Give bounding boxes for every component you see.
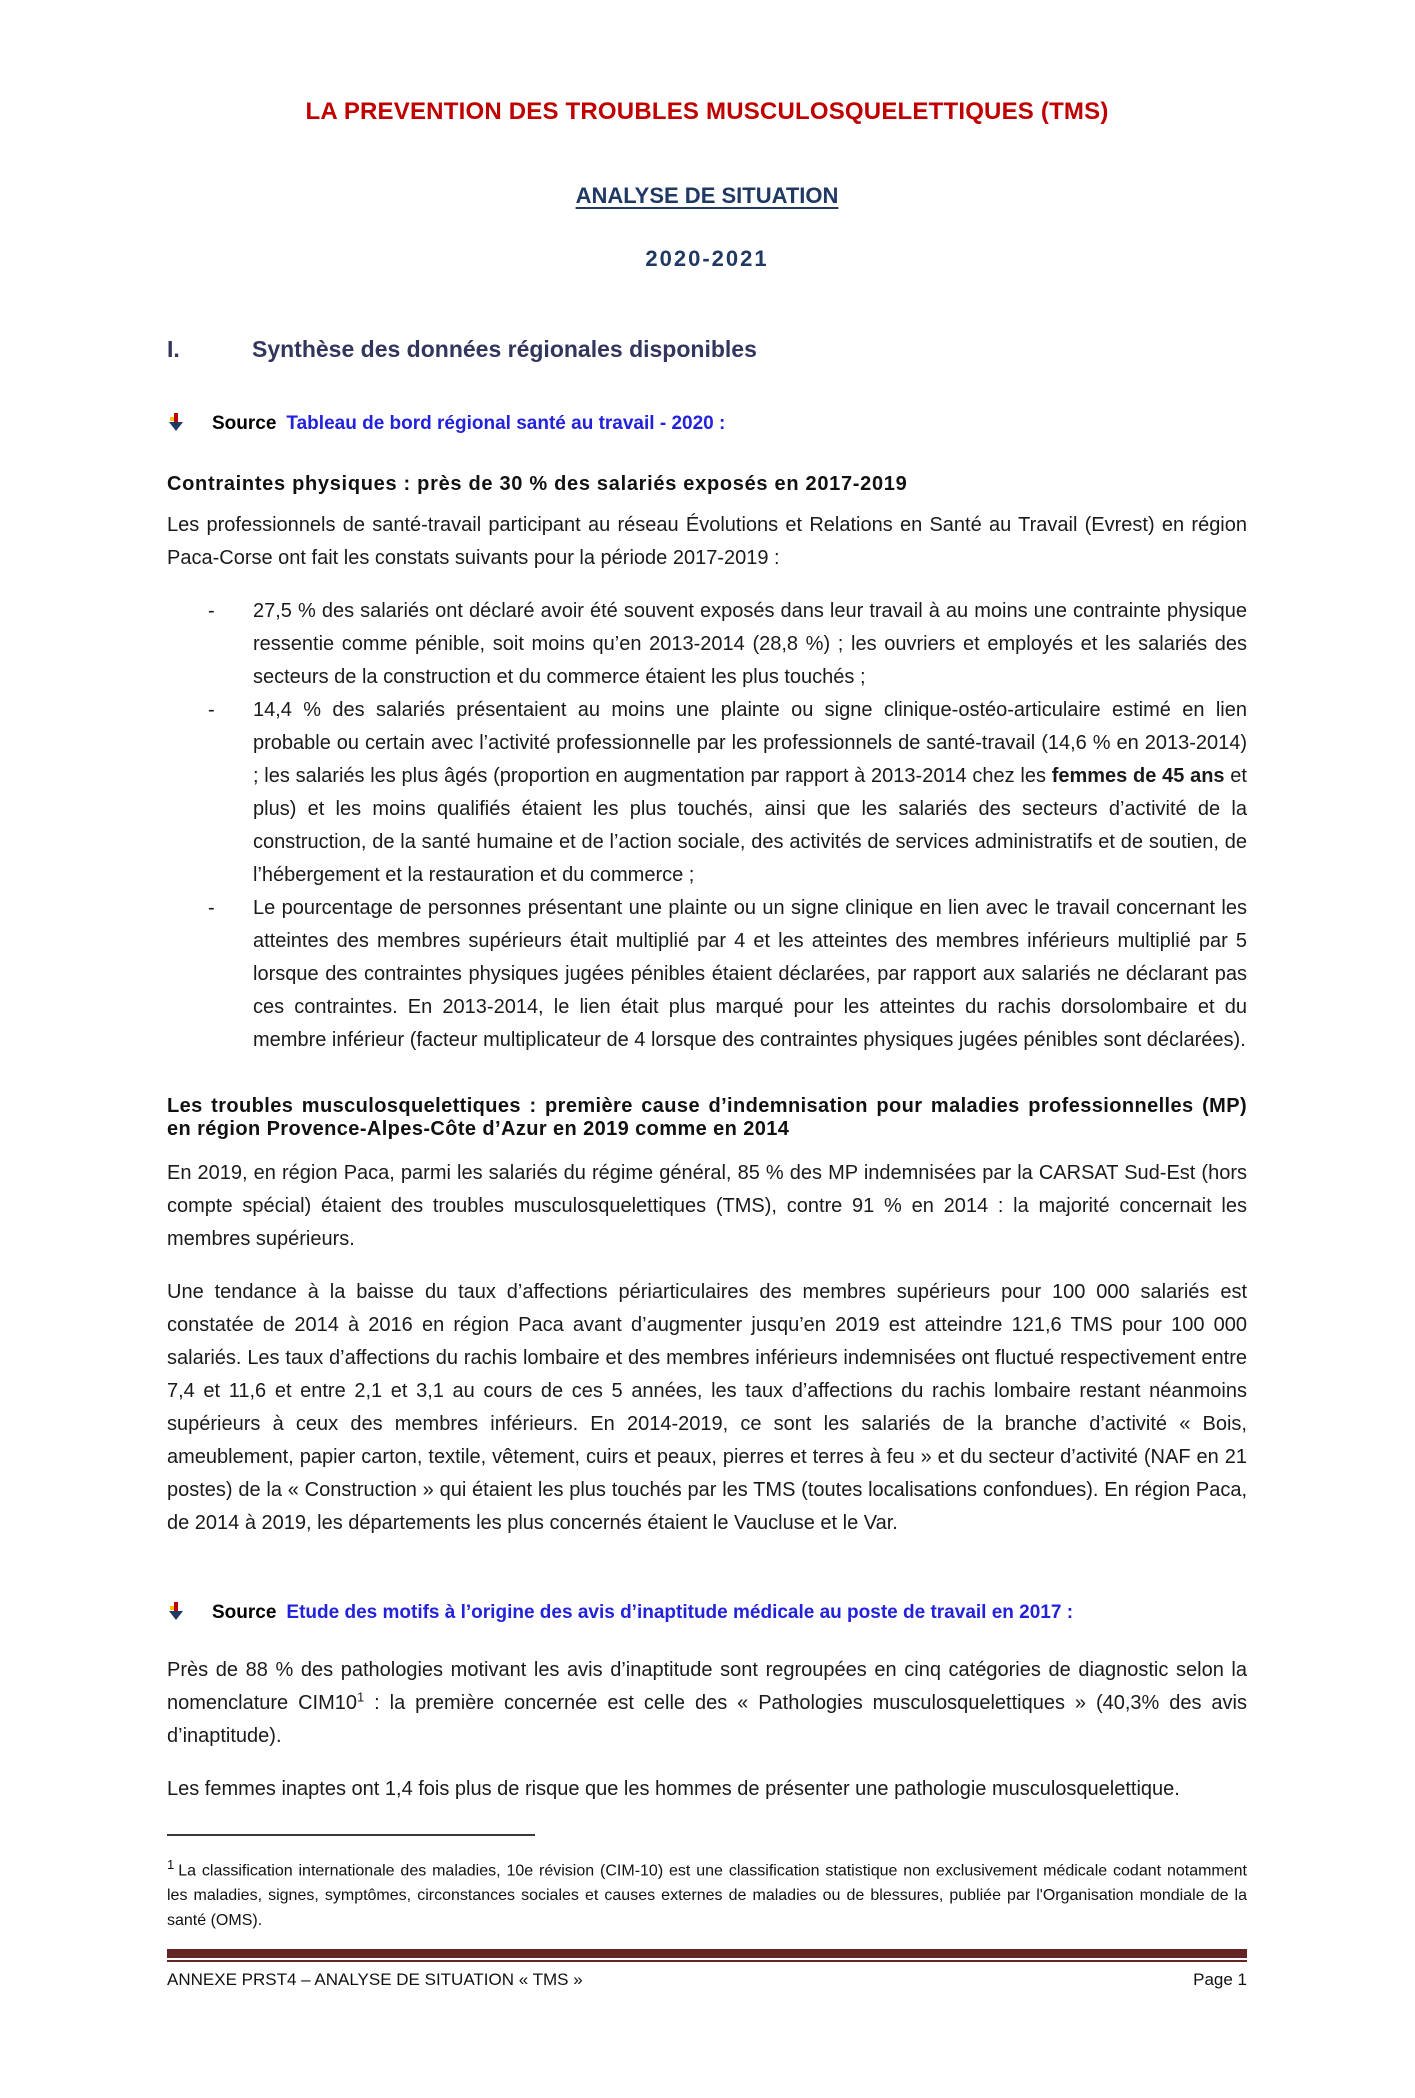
- list-item: [167, 892, 1247, 1057]
- section-title: Synthèse des données régionales disponibles: [252, 336, 757, 362]
- section-number: I.: [167, 336, 180, 362]
- page-footer: [167, 1970, 1247, 1990]
- paragraph-femmes-inaptes: Les femmes inaptes ont 1,4 fois plus de risque que les hommes de présenter une pathologie musculosquelettique.: [167, 1778, 1180, 1800]
- paragraph-inaptitude-part: Près de 88 % des pathologies motivant les avis d’inaptitude sont regroupées en cinq catégories de diagnostic selon la nomenclature CIM10: [167, 1659, 1247, 1714]
- paragraph-tendance-baisse: Une tendance à la baisse du taux d’affections périarticulaires des membres supérieurs pour 100 000 salariés est constatée de 2014 à 2016 en région Paca avant d’augmenter jusqu’en 2019 est atteindre 121,6 TMS pour 100 000 salariés. Les taux d’affections du rachis lombaire et des membres inférieurs indemnisées ont fluctué respectivement entre 7,4 et 11,6 et entre 2,1 et 3,1 au cours de ces 5 années, les taux d’affections du rachis lombaire restant néanmoins supérieurs à ceux des membres inférieurs. En 2014-2019, ce sont les salariés de la branche d’activité « Bois, ameublement, papier carton, textile, vêtement, cuirs et peaux, pierres et terres à feu » et du secteur d’activité (NAF en 21 postes) de la « Construction » qui étaient les plus touchés par les TMS (toutes localisations confondues). En région Paca, de 2014 à 2019, les départements les plus concernés étaient le Vaucluse et le Var.: [167, 1281, 1247, 1534]
- list-item: [167, 595, 1247, 694]
- list-item-text-part: et plus) et les moins qualifiés étaient les plus touchés, ainsi que les salariés des secteurs d’activité de la construction, de la santé humaine et de l’action sociale, des activités de services administratifs et de soutien, de l’hébergement et la restauration et du commerce ;: [253, 765, 1247, 886]
- footer-page-number: Page 1: [1193, 1970, 1247, 1990]
- source-label: Source: [212, 413, 277, 434]
- paragraph-inaptitude-part: : la première concernée est celle des « Pathologies musculosquelettiques » (40,3% des avis d’inaptitude).: [167, 1692, 1247, 1747]
- down-arrow-icon: [167, 412, 185, 438]
- list-item-text-bold: femmes de 45 ans: [1051, 765, 1225, 787]
- footer-rule: [167, 1949, 1247, 1962]
- page-content: [0, 98, 1415, 1806]
- footnote-body: La classification internationale des maladies, 10e révision (CIM-10) est une classification statistique non exclusivement médicale codant notamment les maladies, signes, symptômes, circonstances sociales et causes externes de maladies ou de blessures, publiée par l'Organisation mondiale de la santé (OMS).: [167, 1862, 1247, 1930]
- document-subtitle: ANALYSE DE SITUATION: [575, 183, 839, 208]
- footnote-separator: [167, 1834, 535, 1836]
- paragraph-intro-evrest: Les professionnels de santé-travail participant au réseau Évolutions et Relations en Santé au Travail (Evrest) en région Paca-Corse ont fait les constats suivants pour la période 2017-2019 :: [167, 514, 1247, 569]
- list-item-text: 27,5 % des salariés ont déclaré avoir été souvent exposés dans leur travail à au moins une contrainte physique ressentie comme pénible, soit moins qu’en 2013-2014 (28,8 %) ; les ouvriers et employés et les salariés des secteurs de la construction et du commerce étaient les plus touchés ;: [253, 600, 1247, 688]
- list-marker: -: [208, 897, 215, 919]
- list-marker: -: [208, 600, 215, 622]
- list-item-text-part: 14,4 % des salariés présentaient au moins une plainte ou signe clinique-ostéo-articulaire estimé en lien probable ou certain avec l’activité professionnelle par les professionnels de santé-travail (14,6 % en 2013-2014) ; les salariés les plus âgés (proportion en augmentation par rapport à 2013-2014 chez les: [253, 699, 1247, 787]
- source-link-etude-motifs[interactable]: Etude des motifs à l’origine des avis d’inaptitude médicale au poste de travail en 2017 :: [286, 1602, 1074, 1623]
- source-label: Source: [212, 1602, 277, 1623]
- footnote-text: [167, 1852, 1247, 1933]
- footnote-marker: 1: [167, 1857, 175, 1872]
- source-link-tableau-de-bord[interactable]: Tableau de bord régional santé au travail - 2020 :: [286, 413, 726, 434]
- document-period: 2020-2021: [645, 246, 769, 271]
- list-item: [167, 694, 1247, 892]
- source-row-2: [167, 1598, 1247, 1624]
- footer-left-text: ANNEXE PRST4 – ANALYSE DE SITUATION « TMS »: [167, 1970, 583, 1990]
- source-row-1: [167, 409, 1247, 435]
- list-item-text: Le pourcentage de personnes présentant une plainte ou un signe clinique en lien avec le travail concernant les atteintes des membres supérieurs était multiplié par 4 et les atteintes des membres inférieurs multiplié par 5 lorsque des contraintes physiques jugées pénibles étaient déclarées, par rapport aux salariés ne déclarant pas ces contraintes. En 2013-2014, le lien était plus marqué pour les atteintes du rachis dorsolombaire et du membre inférieur (facteur multiplicateur de 4 lorsque des contraintes physiques jugées pénibles sont déclarées).: [253, 897, 1247, 1051]
- heading-troubles-musculosquelettiques: Les troubles musculosquelettiques : première cause d’indemnisation pour maladies professionnelles (MP) en région Provence-Alpes-Côte d’Azur en 2019 comme en 2014: [167, 1095, 1247, 1140]
- bullet-list: [167, 595, 1247, 1057]
- paragraph-mp-2019: En 2019, en région Paca, parmi les salariés du régime général, 85 % des MP indemnisées par la CARSAT Sud-Est (hors compte spécial) étaient des troubles musculosquelettiques (TMS), contre 91 % en 2014 : la majorité concernait les membres supérieurs.: [167, 1162, 1247, 1250]
- section-heading: [167, 336, 1247, 363]
- document-title: LA PREVENTION DES TROUBLES MUSCULOSQUELETTIQUES (TMS): [305, 98, 1109, 125]
- list-item-text: [253, 699, 1247, 886]
- document-page: [0, 98, 1415, 2098]
- list-marker: -: [208, 699, 215, 721]
- heading-contraintes-physiques: Contraintes physiques : près de 30 % des salariés exposés en 2017-2019: [167, 473, 908, 495]
- footnote-reference: 1: [357, 1689, 365, 1705]
- page-bottom-region: [167, 1834, 1247, 1990]
- paragraph-inaptitude: [167, 1654, 1247, 1753]
- down-arrow-icon: [167, 1601, 185, 1627]
